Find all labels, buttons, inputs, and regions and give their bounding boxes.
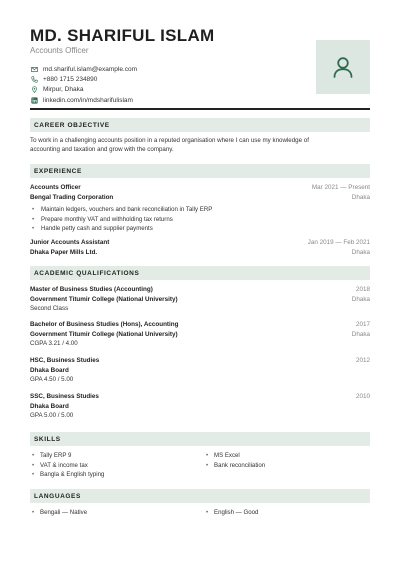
- section-title: LANGUAGES: [30, 489, 370, 503]
- job-entry: [30, 238, 370, 257]
- objective-line: To work in a challenging accounts position in a reputed organisation where I can use my knowledge of: [30, 137, 309, 144]
- year: 2018: [355, 286, 370, 293]
- job-dates: Mar 2021 — Present: [311, 184, 370, 191]
- job-duties: [30, 205, 370, 234]
- list-item: • Prepare monthly VAT and withholding tax returns: [30, 215, 370, 225]
- contact-location-text: Mirpur, Dhaka: [43, 86, 84, 94]
- objective-line: accounting and taxation and grow with the company.: [30, 146, 174, 154]
- header-divider: [30, 108, 370, 110]
- job-title: Accounts Officer: [30, 184, 81, 191]
- candidate-role: Accounts Officer: [30, 46, 89, 55]
- degree: HSC, Business Studies: [30, 357, 100, 364]
- location-icon: [30, 86, 38, 94]
- year: 2012: [355, 357, 370, 364]
- list-item: • Maintain ledgers, vouchers and bank reconciliation in Tally ERP: [30, 205, 370, 215]
- education-entry: [30, 320, 370, 349]
- section-title: ACADEMIC QUALIFICATIONS: [30, 266, 370, 280]
- section-title: CAREER OBJECTIVE: [30, 118, 370, 132]
- list-item: • Tally ERP 9: [32, 451, 196, 461]
- section-experience: [30, 164, 370, 178]
- contact-phone-text: +880 1715 234890: [43, 75, 98, 83]
- section-education: [30, 266, 370, 280]
- result: GPA 4.50 / 5.00: [30, 376, 74, 384]
- contact-email-text: md.shariful.islam@example.com: [43, 65, 138, 73]
- section-languages: [30, 489, 370, 503]
- institution: Dhaka Board: [30, 402, 69, 410]
- result: Second Class: [30, 305, 69, 313]
- degree: Master of Business Studies (Accounting): [30, 286, 153, 293]
- contact-email[interactable]: [30, 64, 290, 74]
- list-item: • Bank reconciliation: [206, 461, 370, 471]
- section-objective: [30, 118, 370, 132]
- location: Dhaka: [351, 330, 370, 338]
- list-item: • Bangla & English typing: [32, 470, 196, 480]
- year: 2017: [355, 321, 370, 328]
- job-location: Dhaka: [351, 248, 370, 256]
- list-item: • MS Excel: [206, 451, 370, 461]
- education-entry: [30, 356, 370, 385]
- skills-list: [30, 451, 370, 480]
- institution: Government Titumir College (National University): [30, 330, 178, 338]
- result: CGPA 3.21 / 4.00: [30, 340, 78, 348]
- languages-list: [30, 508, 370, 518]
- linkedin-icon: [30, 96, 38, 104]
- candidate-name: MD. SHARIFUL ISLAM: [30, 26, 215, 45]
- year: 2010: [355, 393, 370, 400]
- resume-header: [30, 0, 370, 110]
- list-item: • VAT & income tax: [32, 461, 196, 471]
- objective-text: [30, 136, 370, 154]
- job-company: Dhaka Paper Mills Ltd.: [30, 248, 98, 256]
- list-item: • Bengali — Native: [32, 508, 196, 518]
- resume-page: [30, 0, 370, 566]
- contact-linkedin-text: linkedin.com/in/mdsharifulislam: [43, 96, 133, 104]
- job-dates: Jan 2019 — Feb 2021: [307, 239, 370, 246]
- contact-linkedin[interactable]: [30, 95, 290, 105]
- institution: Dhaka Board: [30, 366, 69, 374]
- result: GPA 5.00 / 5.00: [30, 412, 74, 420]
- contact-location: [30, 85, 290, 95]
- institution: Government Titumir College (National University): [30, 295, 178, 303]
- location: Dhaka: [351, 295, 370, 303]
- profile-photo-placeholder: [316, 40, 370, 94]
- section-title: SKILLS: [30, 432, 370, 446]
- mail-icon: [30, 65, 38, 73]
- job-entry: [30, 183, 370, 234]
- job-title: Junior Accounts Assistant: [30, 239, 110, 246]
- job-location: Dhaka: [351, 193, 370, 201]
- user-icon: [330, 54, 356, 80]
- phone-icon: [30, 75, 38, 83]
- job-company: Bengal Trading Corporation: [30, 193, 114, 201]
- education-entry: [30, 392, 370, 421]
- list-item: • English — Good: [206, 508, 370, 518]
- list-item: • Handle petty cash and supplier payments: [30, 224, 370, 234]
- section-title: EXPERIENCE: [30, 164, 370, 178]
- degree: Bachelor of Business Studies (Hons), Accounting: [30, 321, 179, 328]
- section-skills: [30, 432, 370, 446]
- degree: SSC, Business Studies: [30, 393, 99, 400]
- contact-phone[interactable]: [30, 74, 290, 84]
- education-entry: [30, 285, 370, 314]
- contact-list: [30, 64, 290, 106]
